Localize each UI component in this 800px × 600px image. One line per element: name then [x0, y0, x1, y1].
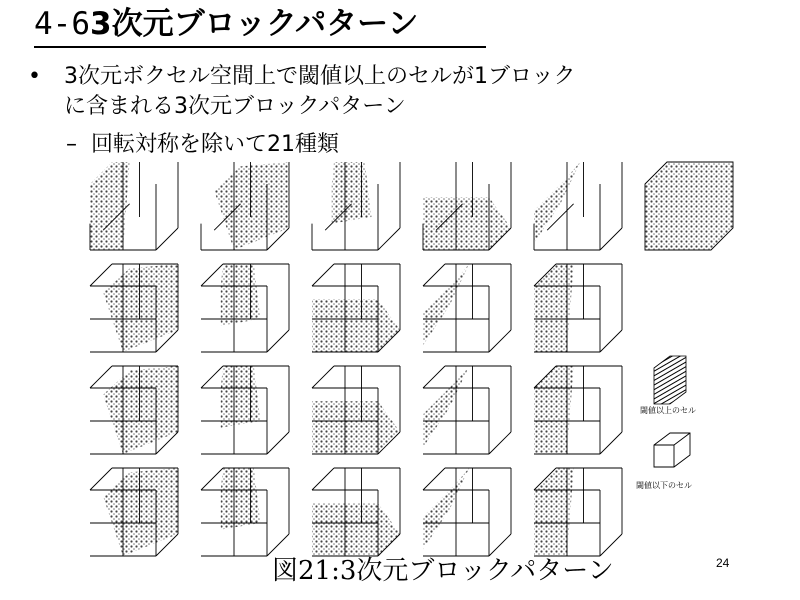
block-pattern-cube — [201, 264, 289, 352]
block-pattern-cube — [534, 468, 622, 556]
block-pattern-cube — [312, 162, 400, 250]
legend-above — [640, 356, 696, 415]
block-pattern-cube — [534, 264, 622, 352]
bullet-line-2: に含まれる3次元ブロックパターン — [64, 94, 406, 119]
block-pattern-cube — [201, 366, 289, 454]
legend-below-label: 閾値以下のセル — [636, 481, 692, 490]
block-pattern-cube — [312, 366, 400, 454]
legend-above-label: 閾値以上のセル — [640, 406, 696, 415]
title-number: 4-6 — [34, 6, 90, 42]
bullet-line-1: 3次元ボクセル空間上で閾値以上のセルが1ブロック — [64, 64, 576, 89]
block-pattern-cube — [90, 162, 178, 250]
figure-caption: 図21:3次元ブロックパターン — [272, 556, 614, 586]
bullet-marker: • — [28, 64, 41, 89]
legend-below-swatch — [654, 433, 690, 467]
block-pattern-cube — [423, 366, 511, 454]
legend-above-swatch — [654, 356, 686, 404]
block-pattern-cube — [423, 468, 511, 556]
block-pattern-cube — [645, 162, 733, 250]
block-pattern-cube — [312, 468, 400, 556]
block-pattern-cube — [534, 366, 622, 454]
title-text: 3次元ブロックパターン — [90, 6, 419, 42]
sub-bullet-dash: – — [66, 132, 77, 157]
block-pattern-cube — [90, 264, 178, 352]
block-pattern-cube — [534, 162, 622, 250]
block-pattern-cube — [201, 468, 289, 556]
legend-below — [636, 433, 692, 490]
block-pattern-cube — [312, 264, 400, 352]
page-number: 24 — [716, 556, 730, 570]
block-pattern-cube — [90, 468, 178, 556]
block-pattern-cube — [201, 162, 289, 250]
block-pattern-cube — [90, 366, 178, 454]
pattern-grid — [90, 162, 733, 556]
block-pattern-cube — [423, 162, 511, 250]
sub-bullet-text: 回転対称を除いて21種類 — [91, 132, 339, 157]
block-pattern-cube — [423, 264, 511, 352]
